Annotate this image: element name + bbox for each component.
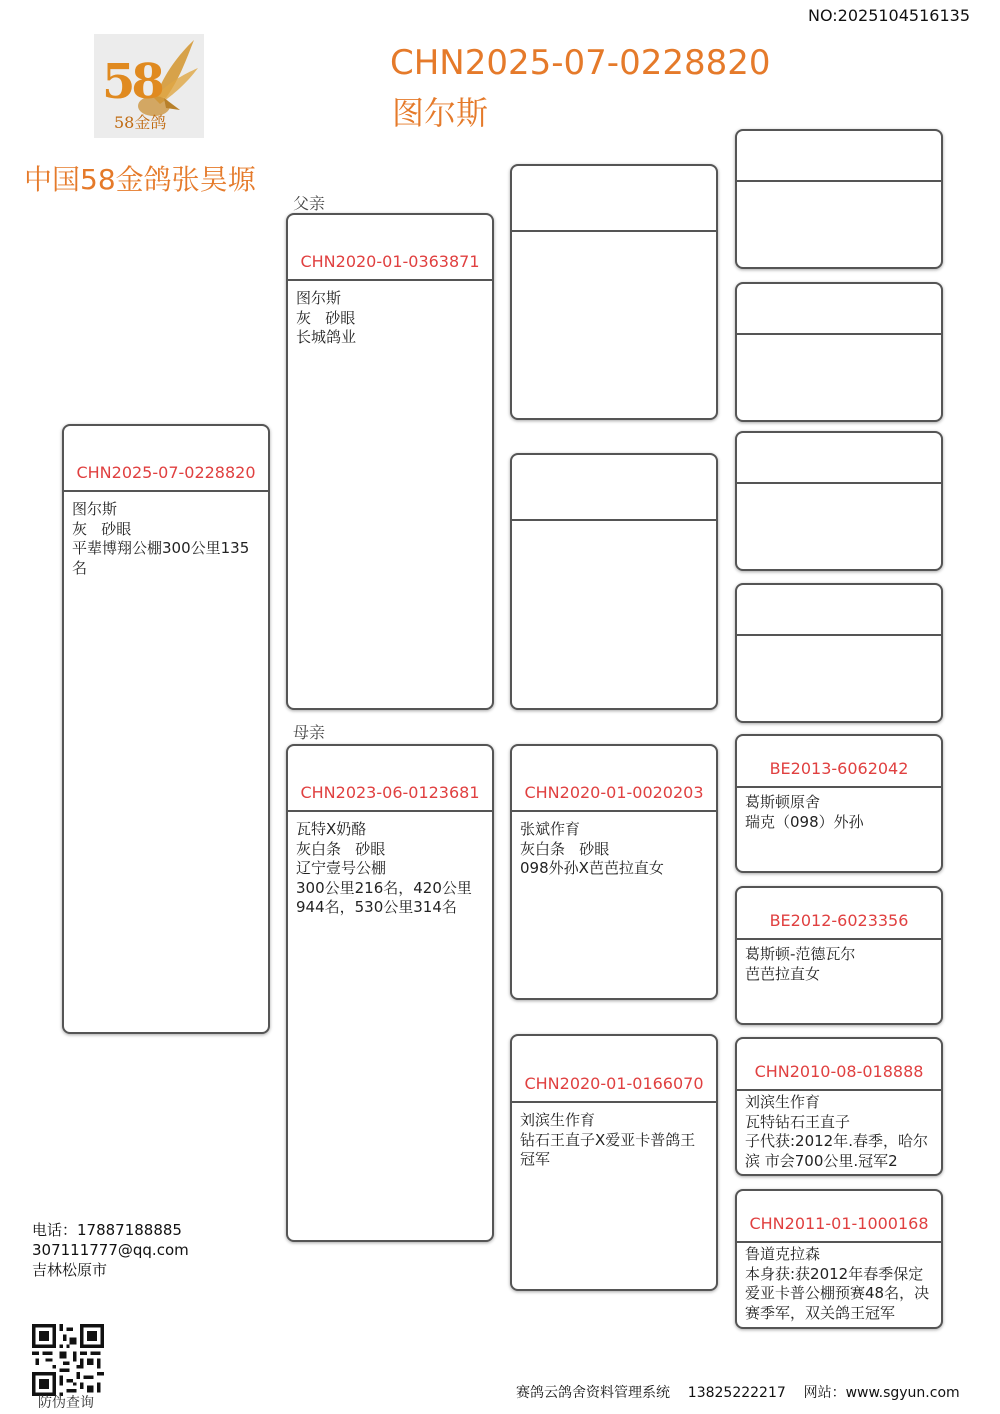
sire-info: 图尔斯 灰 砂眼 长城鸽业 xyxy=(296,289,357,346)
dam-card[interactable] xyxy=(286,744,494,1242)
ggp-card-4[interactable] xyxy=(735,583,943,723)
contact-block xyxy=(32,1220,189,1280)
sire-dam-card[interactable] xyxy=(510,453,718,710)
sire-card[interactable] xyxy=(286,213,494,710)
dam-dam-info: 刘滨生作育 钻石王直子X爱亚卡普鸽王冠军 xyxy=(520,1111,696,1168)
logo-number: 58 xyxy=(102,54,161,110)
header-bird-name: 图尔斯 xyxy=(392,94,489,132)
dam-ring: CHN2023-06-0123681 xyxy=(288,746,492,812)
subject-card[interactable] xyxy=(62,424,270,1034)
sire-dam-ring xyxy=(512,455,716,521)
ggp-2-ring xyxy=(737,284,941,335)
dam-sire-info: 张斌作育 灰白条 砂眼 098外孙X芭芭拉直女 xyxy=(520,820,664,877)
ggp-8-ring: CHN2011-01-1000168 xyxy=(737,1191,941,1243)
ggp-card-6[interactable] xyxy=(735,886,943,1025)
ggp-card-8[interactable] xyxy=(735,1189,943,1329)
dam-dam-ring: CHN2020-01-0166070 xyxy=(512,1036,716,1103)
ggp-3-ring xyxy=(737,433,941,484)
subject-info: 图尔斯 灰 砂眼 平辈博翔公棚300公里135名 xyxy=(72,500,250,577)
dam-sire-ring: CHN2020-01-0020203 xyxy=(512,746,716,812)
footer-text: 赛鸽云鸽舍资料管理系统 13825222217 网站：www.sgyun.com xyxy=(516,1385,960,1401)
ggp-8-info: 鲁道克拉森 本身获:获2012年春季保定爱亚卡普公棚预赛48名，决赛季军，双关鸽王冠军 xyxy=(745,1245,930,1322)
dam-label: 母亲 xyxy=(293,723,326,742)
sire-label: 父亲 xyxy=(293,194,326,213)
dam-info: 瓦特X奶酪 灰白条 砂眼 辽宁壹号公棚 300公里216名，420公里944名，530公里314名 xyxy=(296,820,472,916)
qr-label: 防伪查询 xyxy=(38,1395,94,1411)
qr-code-icon[interactable] xyxy=(32,1324,104,1396)
contact-phone: 电话：17887188885 xyxy=(32,1221,182,1239)
document-number: NO:2025104516135 xyxy=(807,6,970,25)
ggp-card-7[interactable] xyxy=(735,1037,943,1176)
ggp-card-3[interactable] xyxy=(735,431,943,571)
dam-dam-card[interactable] xyxy=(510,1034,718,1291)
ggp-1-ring xyxy=(737,131,941,182)
header-ring-number: CHN2025-07-0228820 xyxy=(390,43,771,83)
sire-ring: CHN2020-01-0363871 xyxy=(288,215,492,281)
sire-sire-ring xyxy=(512,166,716,232)
brand-logo xyxy=(94,34,204,138)
ggp-5-info: 葛斯顿原舍 瑞克（098）外孙 xyxy=(745,793,864,831)
ggp-7-info: 刘滨生作育 瓦特钻石王直子 子代获:2012年.春季，哈尔滨 市会700公里.冠军2 xyxy=(745,1093,928,1170)
subject-ring: CHN2025-07-0228820 xyxy=(64,426,268,492)
ggp-5-ring: BE2013-6062042 xyxy=(737,736,941,788)
ggp-7-ring: CHN2010-08-018888 xyxy=(737,1039,941,1091)
ggp-card-1[interactable] xyxy=(735,129,943,269)
sire-sire-card[interactable] xyxy=(510,164,718,420)
loft-name: 中国58金鸽张昊塬 xyxy=(24,163,256,196)
dam-sire-card[interactable] xyxy=(510,744,718,1000)
logo-text: 58金鸽 xyxy=(114,113,167,132)
ggp-6-ring: BE2012-6023356 xyxy=(737,888,941,940)
contact-email: 307111777@qq.com xyxy=(32,1241,189,1259)
ggp-6-info: 葛斯顿-范德瓦尔 芭芭拉直女 xyxy=(745,945,856,983)
ggp-4-ring xyxy=(737,585,941,636)
ggp-card-2[interactable] xyxy=(735,282,943,422)
ggp-card-5[interactable] xyxy=(735,734,943,873)
contact-city: 吉林松原市 xyxy=(32,1261,108,1279)
